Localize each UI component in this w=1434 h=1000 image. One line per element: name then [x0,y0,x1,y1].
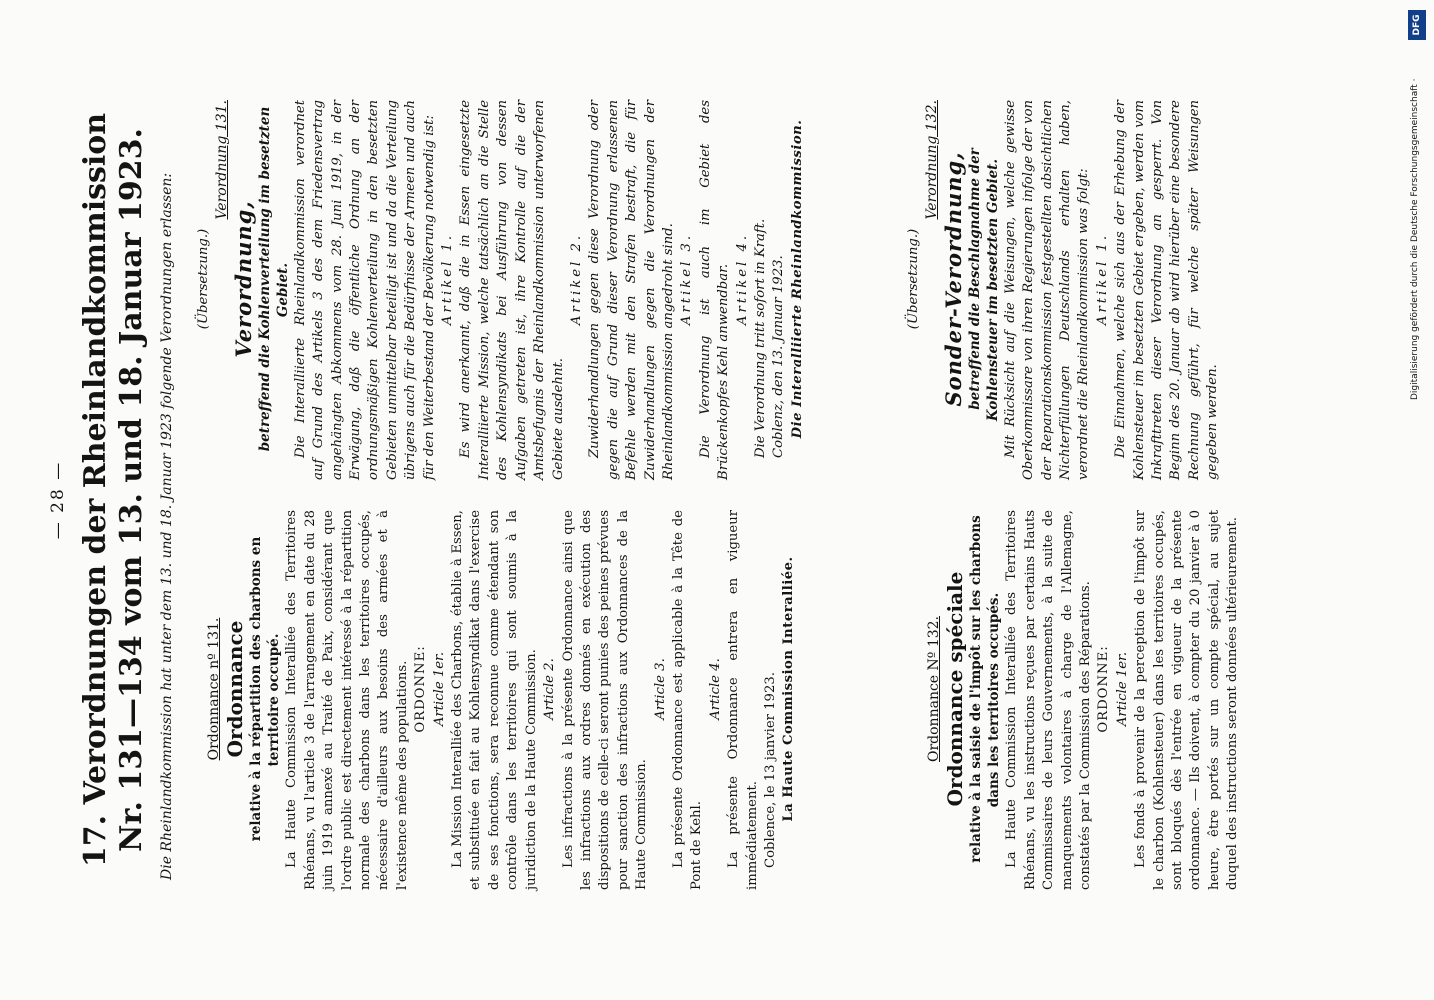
ord131-de-subtitle: betreffend die Kohlenverteilung im besetzten Gebiet. [256,106,291,452]
ord131-fr-art3-text: La présente Ordonnance est applicable à la Tête de Pont de Kehl. [670,510,705,890]
ord131-fr-art2-label: Article 2. [542,658,558,720]
intro-line: Die Rheinlandkommission hat unter dem 13. und 18. Januar 1923 folgende Verordnungen erlassen: [159,172,175,880]
ord131-fr-art1-text: La Mission Interalliée des Charbons, établie à Essen, et substituée en fait au Kohlensyndikat dans l'exercise de ses fonctions, sera reconnue comme étendant son contrôle dans les territoires qui sont soumis à la juridiction de la Haute Commission. [450,510,539,890]
ord132-de-art1-label: Artikel 1. [1094,232,1110,326]
ord132-de-uebersetzung: (Übersetzung.) [906,228,921,330]
ord132-fr-title: Ordonnance spéciale [943,571,968,807]
ord132-fr-ordonne: ORDONNE: [1096,645,1112,733]
ord131-de-art4-label: Artikel 4. [734,232,750,326]
ord132-de-column [905,100,1223,480]
ord131-de-uebersetzung: (Übersetzung.) [196,228,211,330]
credit-sidebar-rotated [1404,0,1432,1000]
document-title: 17. Verordnungen der Rheinlandkommission Nr. 131—134 vom 13. und 18. Januar 1923. [78,112,149,868]
ord131-fr-heading: Ordonnance nº 131. [206,617,222,761]
ord131-fr-art2-text: Les infractions à la présente Ordonnance ainsi que les infractions aux ordres donnés en exécution des dispositions de celle-ci seront punies des peines prévues pour sanction des infractions aux Ordonnances de la Haute Commission. [560,510,650,890]
ord131-fr-column [205,510,799,890]
ord132-de-subtitle: betreffend die Beschlagnahme der Kohlensteuer im besetzten Gebiet. [966,148,1001,422]
ord131-fr-signature: La Haute Commission Interalliée. [781,556,797,822]
ord131-de-art1-text: Es wird anerkannt, daß die in Essen eingesetzte Interalliierte Mission, welche tatsächlich an die Stelle des Kohlensyndikats bei Ausführung von dessen Aufgaben getreten ist, ihre Kontrolle auf die der Amtsbefugnis der Rheinlandkommission unterworfenen Gebiete ausdehnt. [458,100,566,480]
ord132-de-heading: Verordnung 132. [924,100,941,220]
ord131-fr-art4-text: La présente Ordonnance entrera en vigueur immédiatement. [726,510,760,890]
ord131-fr-date: Coblence, le 13 janvier 1923. [762,672,778,868]
ord131-de-art2-text: Zuwiderhandlungen gegen diese Verordnung oder gegen die auf Grund dieser Verordnung erlassenen Befehle werden mit den Strafen bestraft, die für Zuwiderhandlungen gegen die Verordnungen der Rheinlandkommission angedroht sind. [587,100,676,480]
ord131-fr-title: Ordonnance [223,620,248,758]
ord131-de-art3-text: Die Verordnung ist auch im Gebiet des Brückenkopfes Kehl anwendbar. [697,100,732,480]
ord132-de-art1-text: Die Einnahmen, welche sich aus der Erhebung der Kohlensteuer im besetzten Gebiet ergeben, werden vom Inkrafttreten dieser Verordnung an gesperrt. Von Beginn des 20. Januar ab wird hierüber eine besondere Rechnung geführt, für welche später Weisungen gegeben werden. [1113,100,1221,480]
ord131-fr-art4-label: Article 4. [707,658,723,720]
ord132-fr-art1-text: Les fonds à provenir de la perception de l'impôt sur le charbon (Kohlensteuer) dans les territoires occupés, sont bloqués dès l'entrée en vigueur de la présente ordonnance. — Ils doivent, à compter du 20 janvier à 0 heure, être portés sur un compte spécial, au sujet duquel des instructions seront données ultérieurement. [1133,510,1241,890]
ord131-de-art2-label: Artikel 2. [568,232,584,326]
ord131-fr-subtitle: relative à la répartition des charbons en territoire occupé. [248,536,283,842]
ord131-de-column [195,100,807,480]
ord131-de-art3-label: Artikel 3. [679,232,695,326]
page-number: — 28 — [48,460,68,540]
ord131-de-heading: Verordnung 131. [214,100,231,220]
ord132-fr-preamble: La Haute Commission Interalliée des Territoires Rhénans, vu les instructions reçues par certains Hauts Commissaires de leurs Gouvernements, à la suite de manquements volontaires à charge de l'Allemagne, constatés par la Commission des Réparations. [1004,510,1094,890]
digitization-credit: Digitalisierung gefördert durch die Deutsche Forschungsgemeinschaft · [1410,78,1420,400]
ord132-fr-column [925,510,1243,890]
ord132-fr-subtitle: relative à la saisie de l'impôt sur les charbons dans les territoires occupés. [968,515,1003,863]
credit-sidebar [1404,0,1432,1000]
ord131-de-preamble: Die Interalliierte Rheinlandkommission verordnet auf Grund des Artikels 3 des dem Friedensvertrag angehängten Abkommens vom 28. Juni 1919, in der Erwägung, daß die öffentliche Ordnung an der ordnungsmäßigen Kohlenverteilung in den besetzten Gebieten unmittelbar beteiligt ist und da die Verteilung übrigens auch für die Bedürfnisse der Armeen und auch für den Weiterbestand der Bevölkerung notwendig ist: [292,100,437,480]
ord131-fr-art3-label: Article 3. [652,658,668,720]
ord131-de-art1-label: Artikel 1. [440,232,456,326]
ord131-fr-preamble: La Haute Commission Interalliée des Territoires Rhénans, vu l'article 3 de l'arrangement en date du 28 juin 1919 annexé au Traité de Paix, considérant que l'ordre public est directement intéressé à la répartition normale des charbons dans les territoires occupés, nécessaire d'ailleurs aux besoins des armées et à l'existence même des populations. [284,510,410,890]
ord131-de-date: Coblenz, den 13. Januar 1923. [771,255,787,458]
ord131-fr-ordonne: ORDONNE: [413,645,429,733]
dfg-logo: DFG [1408,10,1426,40]
ord131-de-signature: Die Interalliierte Rheinlandkommission. [789,119,805,439]
ord132-fr-art1-label: Article 1er. [1114,651,1130,727]
ord132-de-preamble: Mit Rücksicht auf die Weisungen, welche gewisse Oberkommissare von ihren Regierungen infolge der von der Reparationskommission festgestellten absichtlichen Nichterfüllungen Deutschlands erhalten haben, verordnet die Rheinlandkommission was folgt: [1002,100,1092,480]
ord132-de-title: Sonder-Verordnung, [940,151,966,407]
ord131-de-art4-text: Die Verordnung tritt sofort in Kraft. [752,218,768,458]
ord132-fr-heading: Ordonnance Nº 132. [926,616,942,762]
ord131-de-title: Verordnung, [230,200,256,358]
ord131-fr-art1-label: Article 1er. [431,651,447,727]
